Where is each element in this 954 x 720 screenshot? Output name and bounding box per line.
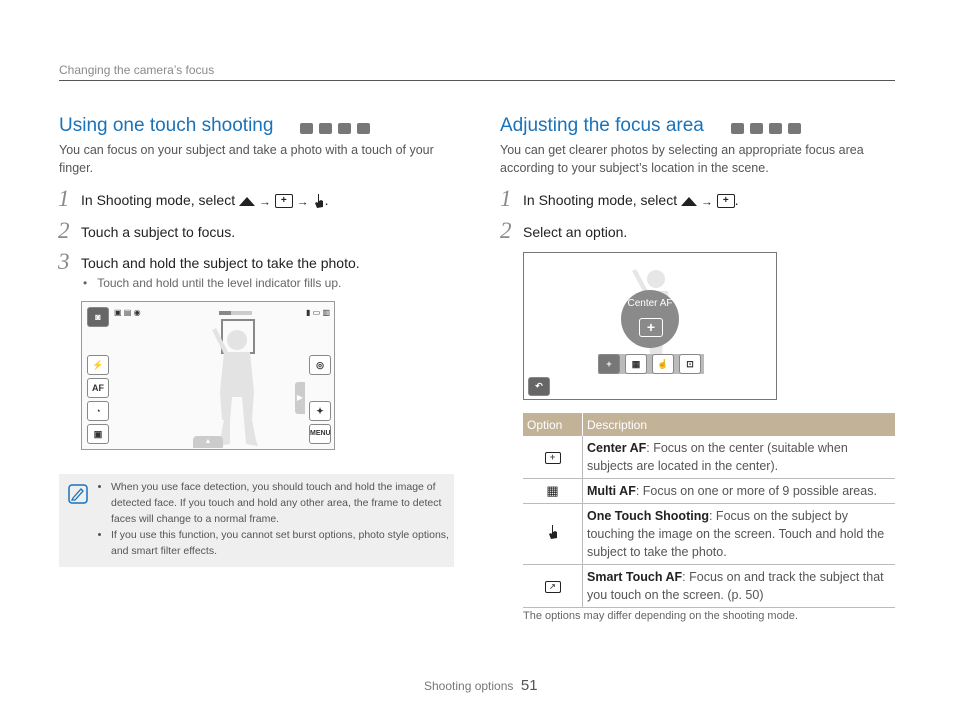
option-name: Multi AF [587, 484, 636, 498]
note-list [97, 479, 456, 559]
menu-up-icon [239, 197, 255, 206]
page-number: 51 [520, 677, 538, 694]
flash-button[interactable]: ⚡ [87, 355, 109, 375]
dual-is-mode-icon [357, 123, 370, 134]
side-tab-handle[interactable]: ▶ [295, 382, 305, 414]
smart-touch-af-option[interactable]: ⊡ [679, 354, 701, 374]
timer-button[interactable]: ◔ [87, 401, 109, 421]
program-mode-icon [750, 123, 763, 134]
note-icon [68, 484, 88, 504]
camera-mode-icon [300, 123, 313, 134]
step-label: In Shooting mode, select [81, 192, 236, 208]
arrow-icon: → [258, 194, 271, 209]
option-name: Smart Touch AF [587, 570, 683, 584]
step-end: . [734, 192, 739, 208]
menu-up-icon [681, 197, 697, 206]
option-desc: : Focus on the center (suitable when subjects are located in the center). [587, 441, 848, 473]
smart-touch-af-icon: ↗ [545, 581, 561, 593]
center-af-option[interactable]: + [598, 354, 620, 374]
af-button[interactable]: AF [87, 378, 109, 398]
step-label: In Shooting mode, select [523, 192, 678, 208]
center-af-icon: + [545, 452, 561, 464]
one-touch-option[interactable]: ☝ [652, 354, 674, 374]
center-af-icon: + [639, 318, 663, 337]
option-icon-cell [523, 504, 583, 565]
step-text: Touch and hold the subject to take the photo. [81, 255, 360, 271]
option-icon-cell [523, 436, 583, 479]
focus-options-table [523, 413, 895, 608]
step-number: 1 [500, 186, 512, 211]
table-row [523, 479, 895, 504]
dual-is-mode-icon [788, 123, 801, 134]
arrow-icon: → [700, 194, 713, 209]
step-number: 2 [500, 218, 512, 243]
step-number: 2 [58, 218, 70, 243]
option-desc: : Focus on one or more of 9 possible areas. [635, 484, 877, 498]
bottom-tab-handle[interactable]: ▲ [193, 436, 223, 448]
section-heading-one-touch: Using one touch shooting [59, 115, 274, 136]
battery-icon: ▮ ▭ ▥ [306, 308, 330, 317]
touch-shot-icon [313, 193, 325, 209]
child-silhouette [202, 322, 272, 449]
wifi-button[interactable]: ✦ [309, 401, 331, 421]
focus-area-icon: + [717, 194, 735, 208]
running-header: Changing the camera’s focus [59, 63, 215, 77]
mode-icons [300, 120, 376, 138]
bullet-item: • Touch and hold until the level indicator fills up. [83, 276, 342, 290]
intro-text: You can focus on your subject and take a photo with a touch of your finger. [59, 143, 434, 175]
scene-mode-icon [338, 123, 351, 134]
option-icon-cell [523, 479, 583, 504]
table-row [523, 565, 895, 608]
option-desc: : Focus on the subject by touching the image on the screen. Touch and hold the subject to take the photo. [587, 509, 885, 559]
option-icon-cell [523, 565, 583, 608]
column-header-option: Option [523, 413, 583, 436]
step-text: Select an option. [523, 224, 628, 240]
one-touch-icon [547, 524, 559, 540]
step-number: 1 [58, 186, 70, 211]
multi-af-option[interactable]: ▦ [625, 354, 647, 374]
intro-text: You can get clearer photos by selecting an appropriate focus area according to your subject’s location in the scene. [500, 143, 864, 175]
bullet-text: Touch and hold until the level indicator fills up. [97, 276, 342, 290]
menu-button[interactable]: MENU [309, 424, 331, 444]
option-name: One Touch Shooting [587, 509, 709, 523]
arrow-icon: → [296, 194, 309, 209]
step-text: Touch a subject to focus. [81, 224, 236, 240]
back-button[interactable]: ↶ [528, 377, 550, 396]
step-text [523, 192, 739, 208]
step-text [81, 192, 328, 209]
display-button[interactable]: ▣ [87, 424, 109, 444]
program-mode-icon [319, 123, 332, 134]
camera-mode-icon [731, 123, 744, 134]
description-cell [583, 479, 896, 504]
note-box [59, 474, 454, 567]
table-header-row [523, 413, 895, 436]
note-item: • When you use face detection, you should touch and hold the image of detected face. If you touch and hold any other area, the frame to detect faces will change to a normal frame. [111, 479, 456, 527]
step-number: 3 [58, 249, 70, 274]
description-cell [583, 565, 896, 608]
mode-button[interactable]: ◙ [87, 307, 109, 327]
scene-mode-icon [769, 123, 782, 134]
page-footer [424, 677, 538, 695]
footer-section: Shooting options [424, 679, 514, 693]
focus-area-icon: + [275, 194, 293, 208]
option-desc: : Focus on and track the subject that you touch on the screen. (p. 50) [587, 570, 884, 602]
table-row [523, 504, 895, 565]
description-cell [583, 436, 896, 479]
focus-menu-screen [523, 252, 777, 400]
note-item: • If you use this function, you cannot set burst options, photo style options, and smart filter effects. [111, 527, 456, 559]
center-af-label: Center AF [627, 298, 673, 309]
camera-screen [81, 301, 335, 450]
level-indicator [219, 311, 252, 315]
mode-icons [731, 120, 807, 138]
column-header-description: Description [583, 413, 896, 436]
multi-af-icon: ▦ [546, 483, 559, 498]
table-footnote: The options may differ depending on the shooting mode. [523, 610, 798, 622]
section-heading-focus-area: Adjusting the focus area [500, 115, 704, 136]
description-cell [583, 504, 896, 565]
status-icons: ▣ ▤ ◉ [114, 308, 141, 317]
table-row [523, 436, 895, 479]
step-end: . [324, 192, 329, 208]
playback-button[interactable]: ◎ [309, 355, 331, 375]
option-name: Center AF [587, 441, 647, 455]
header-rule [59, 80, 895, 81]
